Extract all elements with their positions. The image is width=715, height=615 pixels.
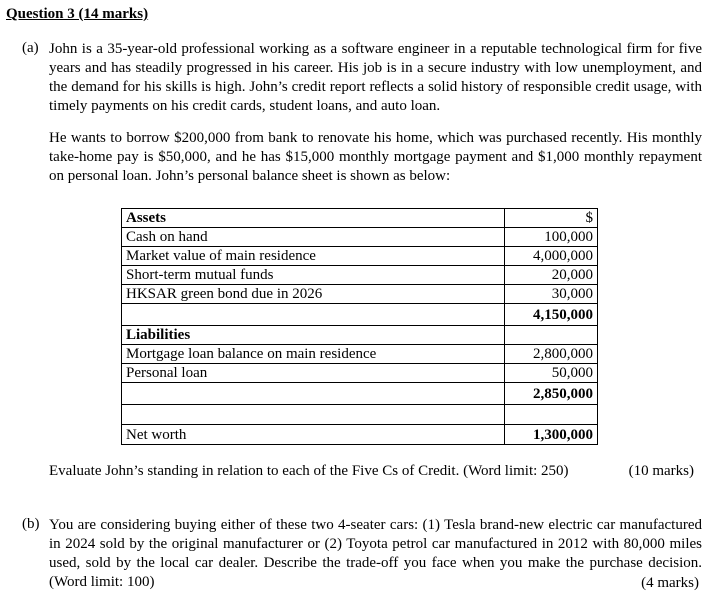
- asset-label: Short-term mutual funds: [122, 266, 505, 285]
- question-heading: Question 3 (14 marks): [6, 6, 149, 22]
- balance-sheet-table: [121, 208, 598, 445]
- table-row: [122, 425, 598, 445]
- part-a-instruction-line: [49, 462, 697, 481]
- liability-value: 50,000: [505, 364, 598, 383]
- asset-value: 30,000: [505, 285, 598, 304]
- assets-total: 4,150,000: [505, 304, 598, 326]
- table-row: [122, 266, 598, 285]
- part-b-paragraph: You are considering buying either of these two 4-seater cars: (1) Tesla brand-new electric car manufactured in 2024 sold by the original manufacturer or (2) Toyota petrol car manufactured in 2012 with 80,000 miles used, sold by the local car dealer. Describe the trade-off you face when you make the purchase decision. (Word limit: 100): [49, 517, 702, 590]
- table-row: [122, 209, 598, 228]
- table-row: [122, 364, 598, 383]
- part-a-instruction: Evaluate John’s standing in relation to each of the Five Cs of Credit. (Word limit: 250): [49, 463, 569, 479]
- part-b-marks: (4 marks): [641, 575, 699, 591]
- table-row: [122, 326, 598, 345]
- asset-value: 4,000,000: [505, 247, 598, 266]
- net-worth-value: 1,300,000: [505, 425, 598, 445]
- table-row: [122, 304, 598, 326]
- empty-cell: [122, 383, 505, 405]
- asset-label: Market value of main residence: [122, 247, 505, 266]
- asset-label: Cash on hand: [122, 228, 505, 247]
- liability-label: Personal loan: [122, 364, 505, 383]
- asset-value: 100,000: [505, 228, 598, 247]
- empty-cell: [505, 405, 598, 425]
- asset-value: 20,000: [505, 266, 598, 285]
- table-row: [122, 285, 598, 304]
- net-worth-label: Net worth: [122, 425, 505, 445]
- liabilities-total: 2,850,000: [505, 383, 598, 405]
- table-row: [122, 405, 598, 425]
- assets-header: Assets: [122, 209, 505, 228]
- liability-label: Mortgage loan balance on main residence: [122, 345, 505, 364]
- part-b: [22, 516, 702, 592]
- table-row: [122, 228, 598, 247]
- table-row: [122, 383, 598, 405]
- currency-header: $: [505, 209, 598, 228]
- empty-cell: [122, 405, 505, 425]
- asset-label: HKSAR green bond due in 2026: [122, 285, 505, 304]
- part-a-label: (a): [22, 40, 39, 56]
- liabilities-header: Liabilities: [122, 326, 505, 345]
- part-b-label: (b): [22, 516, 40, 532]
- part-a-paragraph-1: John is a 35-year-old professional working as a software engineer in a reputable technological firm for five years and has steadily progressed in his career. His job is in a secure industry with low unemployment, and the demand for his skills is high. John’s credit report reflects a solid history of responsible credit usage, with timely payments on his credit cards, student loans, and auto loan.: [49, 41, 702, 114]
- empty-cell: [122, 304, 505, 326]
- part-a-paragraph-2: He wants to borrow $200,000 from bank to renovate his home, which was purchased recently. His monthly take-home pay is $50,000, and he has $15,000 monthly mortgage payment and $1,000 monthly repayment on personal loan. John’s personal balance sheet is shown as below:: [49, 130, 702, 184]
- part-a-marks: (10 marks): [628, 463, 694, 479]
- table-row: [122, 247, 598, 266]
- table-row: [122, 345, 598, 364]
- part-a: [22, 40, 702, 186]
- liability-value: 2,800,000: [505, 345, 598, 364]
- empty-cell: [505, 326, 598, 345]
